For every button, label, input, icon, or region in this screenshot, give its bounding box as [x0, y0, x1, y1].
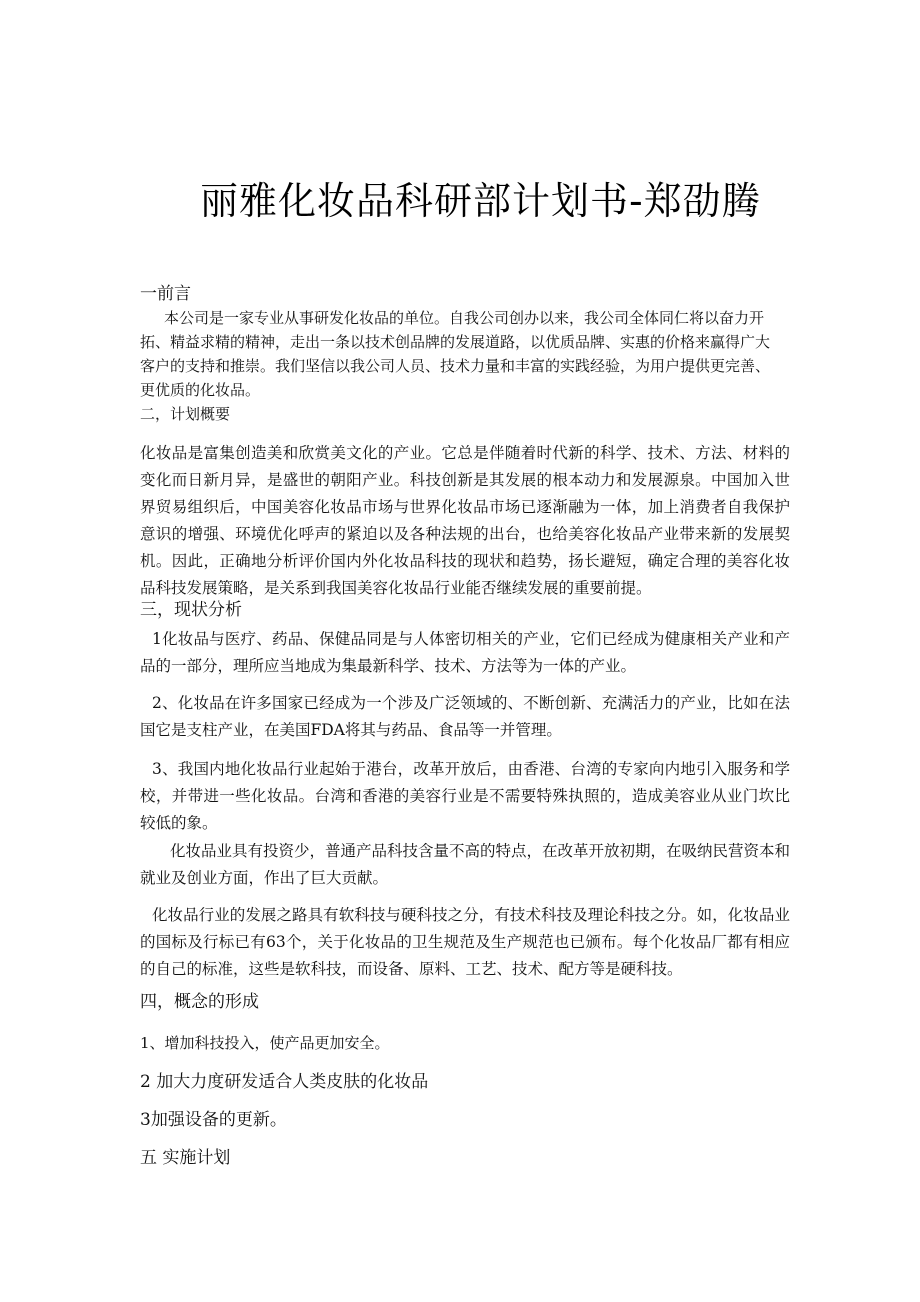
- section-heading-preface: 一前言: [140, 284, 191, 304]
- status-paragraph-4: 化妆品业具有投资少，普通产品科技含量不高的特点，在改革开放初期，在吸纳民营资本和就业及创业方面，作出了巨大贡献。: [140, 842, 791, 887]
- document-title: 丽雅化妆品科研部计划书-郑劭腾: [200, 179, 761, 223]
- status-paragraph-2: 2、化妆品在许多国家已经成为一个涉及广泛领域的、不断创新、充满活力的产业，比如在法国它是支柱产业，在美国FDA将其与药品、食品等一并管理。: [140, 694, 790, 739]
- section-heading-implementation: 五 实施计划: [140, 1148, 231, 1168]
- section-heading-status: 三，现状分析: [140, 600, 242, 620]
- status-paragraph-5: 化妆品行业的发展之路具有软科技与硬科技之分，有技术科技及理论科技之分。如，化妆品业的国标及行标已有63个，关于化妆品的卫生规范及生产规范也已颁布。每个化妆品厂都有相应的自己的标准，这些是软科技，而设备、原料、工艺、技术、配方等是硬科技。: [140, 906, 790, 978]
- concept-item-2: 2 加大力度研发适合人类皮肤的化妆品: [140, 1072, 429, 1092]
- concept-item-1: 1、增加科技投入，使产品更加安全。: [140, 1034, 390, 1052]
- section-heading-concept: 四，概念的形成: [140, 992, 259, 1012]
- overview-paragraph: 化妆品是富集创造美和欣赏美文化的产业。它总是伴随着时代新的科学、技术、方法、材料的变化而日新月异，是盛世的朝阳产业。科技创新是其发展的根本动力和发展源泉。中国加入世界贸易组织后，中国美容化妆品市场与世界化妆品市场已逐渐融为一体，加上消费者自我保护意识的增强、环境优化呼声的紧迫以及各种法规的出台，也给美容化妆品产业带来新的发展契机。因此，正确地分析评价国内外化妆品科技的现状和趋势，扬长避短，确定合理的美容化妆品科技发展策略，是关系到我国美容化妆品行业能否继续发展的重要前提。: [140, 444, 790, 597]
- concept-item-3: 3加强设备的更新。: [140, 1110, 287, 1130]
- status-paragraph-1: 1化妆品与医疗、药品、保健品同是与人体密切相关的产业，它们已经成为健康相关产业和产品的一部分，理所应当地成为集最新科学、技术、方法等为一体的产业。: [140, 630, 790, 675]
- preface-paragraph: 本公司是一家专业从事研发化妆品的单位。自我公司创办以来，我公司全体同仁将以奋力开拓、精益求精的精神，走出一条以技术创品牌的发展道路，以优质品牌、实惠的价格来赢得广大客户的支持和推崇。我们坚信以我公司人员、技术力量和丰富的实践经验，为用户提供更完善、更优质的化妆品。: [140, 309, 771, 399]
- status-paragraph-3: 3、我国内地化妆品行业起始于港台，改革开放后，由香港、台湾的专家向内地引入服务和学校，并带进一些化妆品。台湾和香港的美容行业是不需要特殊执照的，造成美容业从业门坎比较低的象。: [140, 760, 790, 832]
- section-heading-overview: 二，计划概要: [140, 405, 231, 423]
